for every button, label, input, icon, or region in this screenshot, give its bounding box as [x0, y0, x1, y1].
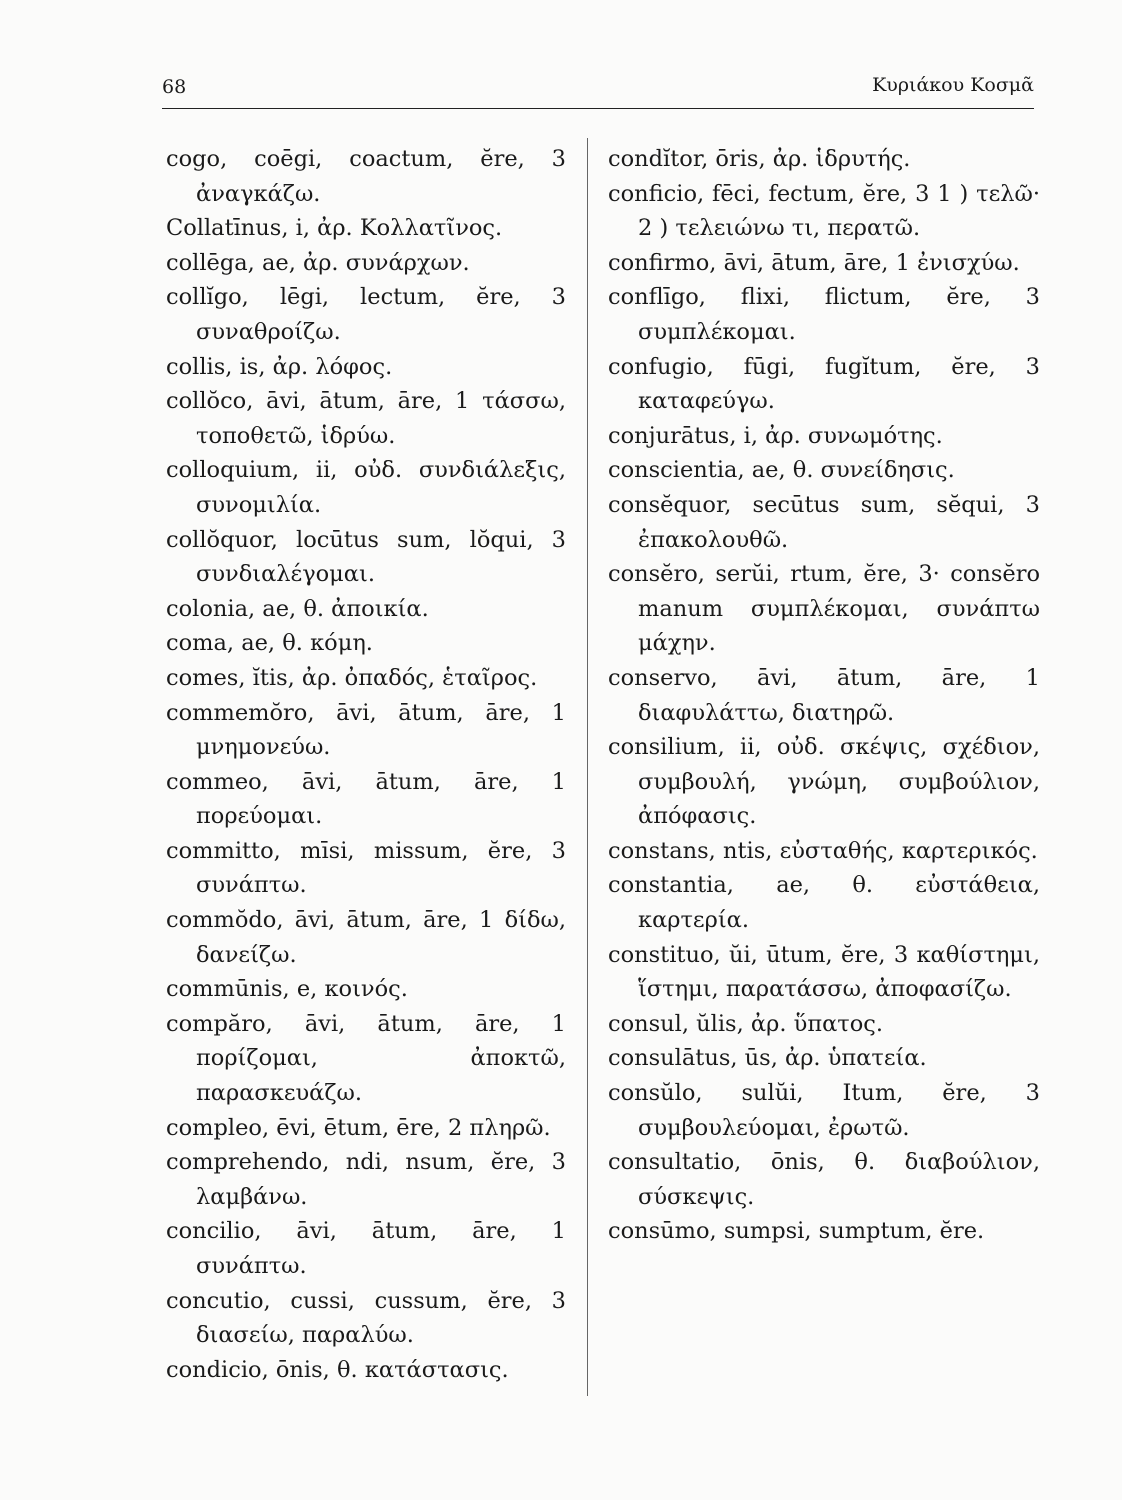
- dictionary-entry: colloquium, ii, οὐδ. συνδιάλεξις, συνομιλία.: [166, 457, 566, 518]
- page-header: [162, 74, 1034, 104]
- dictionary-entry: constans, ntis, εὐσταθής, καρτερικός.: [608, 837, 1038, 864]
- dictionary-entry: consĕquor, secūtus sum, sĕqui, 3 ἐπακολουθῶ.: [608, 491, 1040, 553]
- dictionary-entry: condicio, ōnis, θ. κατάστασις.: [166, 1356, 509, 1383]
- dictionary-entry: collis, is, ἀρ. λόφος.: [166, 353, 393, 380]
- dictionary-entry: conscientia, ae, θ. συνείδησις.: [608, 457, 955, 484]
- dictionary-entry: consulātus, ūs, ἀρ. ὑπατεία.: [608, 1045, 927, 1072]
- dictionary-entry: consilium, ii, οὐδ. σκέψις, σχέδιον, συμβουλή, γνώμη, συμβούλιον, ἀπόφασις.: [608, 734, 1040, 830]
- page-number: 68: [162, 76, 187, 98]
- dictionary-entry: consultatio, ōnis, θ. διαβούλιον, σύσκεψις.: [608, 1149, 1040, 1210]
- dictionary-entry: collŏco, āvi, ātum, āre, 1 τάσσω, τοποθετῶ, ἱδρύω.: [166, 388, 566, 449]
- dictionary-entry: conjurātus, i, ἀρ. συνωμότης.: [608, 422, 943, 449]
- dictionary-entry: consūmo, sumpsi, sumptum, ĕre.: [608, 1218, 985, 1245]
- column-divider: [587, 138, 588, 1396]
- dictionary-entry: commŏdo, āvi, ātum, āre, 1 δίδω, δανείζω.: [166, 907, 566, 968]
- dictionary-entry: collēga, ae, ἀρ. συνάρχων.: [166, 249, 470, 276]
- dictionary-entry: cogo, coēgi, coactum, ĕre, 3 ἀναγκάζω.: [166, 146, 566, 207]
- dictionary-entry: compleo, ēvi, ētum, ēre, 2 πληρῶ.: [166, 1114, 551, 1141]
- dictionary-entry: commeo, āvi, ātum, āre, 1 πορεύομαι.: [166, 768, 566, 830]
- dictionary-entry: colonia, ae, θ. ἀποικία.: [166, 595, 429, 622]
- dictionary-entry: conservo, āvi, ātum, āre, 1 διαφυλάττω, διατηρῶ.: [608, 664, 1040, 726]
- dictionary-entry: constituo, ŭi, ūtum, ĕre, 3 καθίστημι, ἵστημι, παρατάσσω, ἀποφασίζω.: [608, 941, 1040, 1003]
- dictionary-entry: conficio, fēci, fectum, ĕre, 3 1 ) τελῶ· 2 ) τελειώνω τι, περατῶ.: [608, 180, 1040, 242]
- dictionary-entry: consul, ŭlis, ἀρ. ὕπατος.: [608, 1010, 884, 1037]
- dictionary-entry: collŏquor, locūtus sum, lŏqui, 3 συνδιαλέγομαι.: [166, 526, 566, 588]
- dictionary-entry: comprehendo, ndi, nsum, ĕre, 3 λαμβάνω.: [166, 1149, 566, 1210]
- dictionary-entry: coma, ae, θ. κόμη.: [166, 630, 373, 657]
- dictionary-entry: confirmo, āvi, ātum, āre, 1 ἐνισχύω.: [608, 249, 1020, 276]
- dictionary-entry: collĭgo, lēgi, lectum, ĕre, 3 συναθροίζω.: [166, 284, 566, 345]
- dictionary-entry: conflīgo, flixi, flictum, ĕre, 3 συμπλέκομαι.: [608, 284, 1040, 345]
- dictionary-entry: consŭlo, sulŭi, Itum, ĕre, 3 συμβουλεύομαι, ἐρωτῶ.: [608, 1080, 1040, 1141]
- right-column: [608, 142, 1040, 1249]
- dictionary-entry: concilio, āvi, ātum, āre, 1 συνάπτω.: [166, 1218, 566, 1279]
- dictionary-entry: confugio, fūgi, fugĭtum, ĕre, 3 καταφεύγω.: [608, 353, 1040, 415]
- header-rule: [162, 108, 1034, 109]
- left-column: [166, 142, 566, 1387]
- dictionary-entry: commemŏro, āvi, ātum, āre, 1 μνημονεύω.: [166, 699, 566, 761]
- dictionary-entry: concutio, cussi, cussum, ĕre, 3 διασείω, παραλύω.: [166, 1287, 566, 1349]
- dictionary-entry: committo, mīsi, missum, ĕre, 3 συνάπτω.: [166, 837, 566, 899]
- dictionary-entry: consĕro, serŭi, rtum, ĕre, 3· consĕro manum συμπλέκομαι, συνάπτω μάχην.: [608, 561, 1040, 657]
- dictionary-entry: condĭtor, ōris, ἀρ. ἱδρυτής.: [608, 146, 911, 172]
- running-head: Κυριάκου Κοσμᾶ: [872, 74, 1034, 96]
- dictionary-entry: compăro, āvi, ātum, āre, 1 πορίζομαι, ἀποκτῶ, παρασκευάζω.: [166, 1010, 566, 1107]
- dictionary-entry: commūnis, e, κοινός.: [166, 976, 408, 1003]
- dictionary-entry: Collatīnus, i, ἀρ. Κολλατῖνος.: [166, 215, 503, 242]
- dictionary-entry: constantia, ae, θ. εὐστάθεια, καρτερία.: [608, 872, 1040, 934]
- dictionary-entry: comes, ĭtis, ἀρ. ὀπαδός, ἑταῖρος.: [166, 664, 538, 691]
